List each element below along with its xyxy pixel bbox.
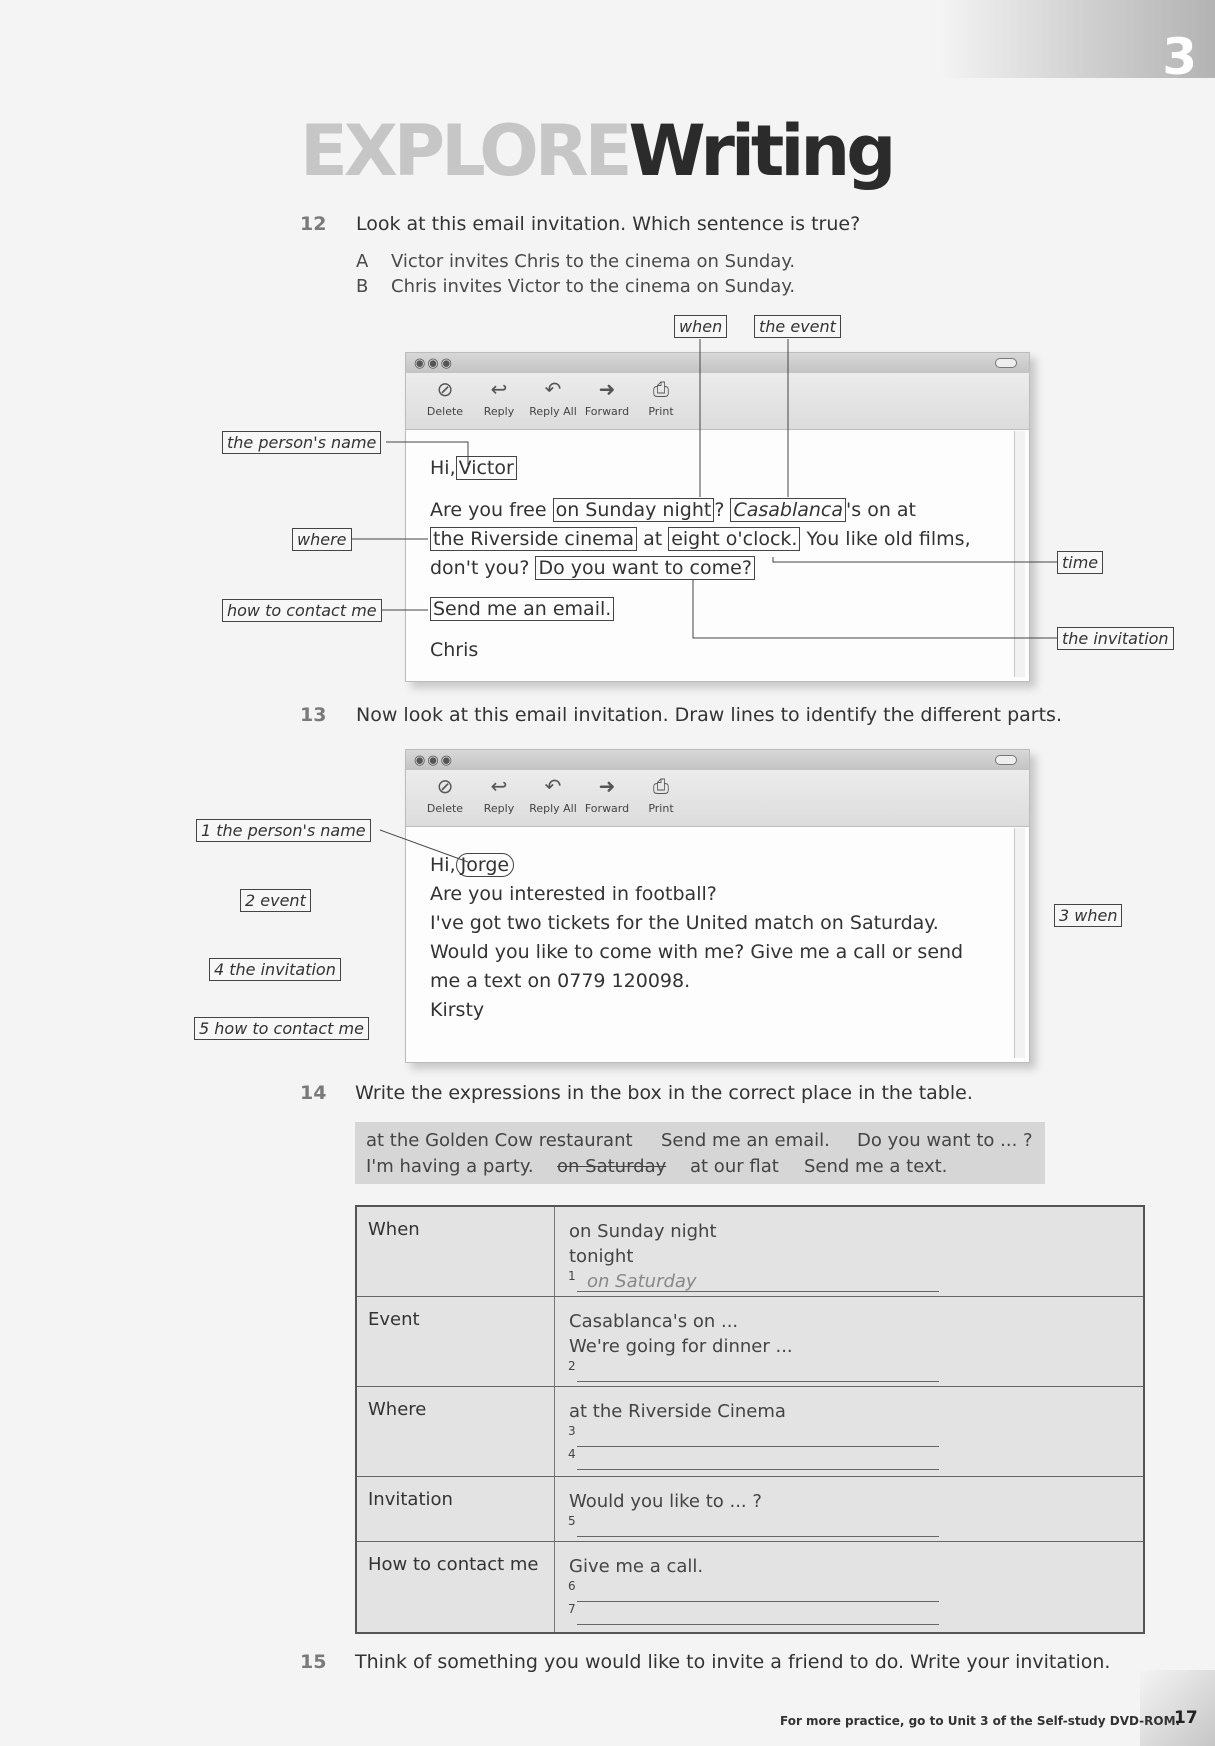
- expressions-table: [355, 1205, 1145, 1634]
- delete-icon: ⊘: [436, 377, 454, 401]
- email-2-line-3: Would you like to come with me? Give me a call or send: [430, 941, 964, 963]
- row-label-contact: How to contact me: [368, 1554, 539, 1575]
- text-at: at: [643, 528, 663, 550]
- label-when: when: [674, 315, 727, 338]
- expr-having-party: I'm having a party.: [366, 1156, 534, 1177]
- label-1-persons-name: 1 the person's name: [196, 819, 371, 842]
- forward-icon: ➜: [598, 377, 616, 401]
- table-row-when: [357, 1207, 1143, 1297]
- expr-at-our-flat: at our flat: [690, 1156, 779, 1177]
- print-label: Print: [648, 802, 674, 815]
- row-cell-where: [569, 1399, 939, 1470]
- q12-option-a-letter: A: [356, 251, 369, 272]
- q15-number: 15: [300, 1651, 327, 1673]
- phrase-time: eight o'clock.: [668, 527, 800, 551]
- delete-label: Delete: [426, 405, 464, 418]
- row-label-event: Event: [368, 1309, 420, 1330]
- forward-icon: ➜: [598, 774, 616, 798]
- q13-question: Now look at this email invitation. Draw lines to identify the different parts.: [356, 704, 1062, 726]
- greeting: Hi,: [430, 457, 456, 479]
- table-row-invitation: [357, 1477, 1143, 1542]
- window-controls-icon[interactable]: ◉◉◉: [414, 356, 455, 371]
- forward-label: Forward: [584, 802, 630, 815]
- label-3-when: 3 when: [1054, 904, 1122, 927]
- column-divider: [554, 1542, 555, 1632]
- delete-label: Delete: [426, 802, 464, 815]
- where-example-1: at the Riverside Cinema: [569, 1401, 786, 1422]
- phrase-contact: Send me an email.: [430, 597, 614, 621]
- label-time: time: [1057, 551, 1103, 574]
- q14-number: 14: [300, 1082, 327, 1104]
- title-writing: Writing: [628, 110, 893, 192]
- column-divider: [554, 1477, 555, 1541]
- window-controls-icon[interactable]: ◉◉◉: [414, 753, 455, 768]
- blank-number: 4: [568, 1447, 576, 1461]
- row-cell-invitation: [569, 1489, 939, 1537]
- event-example-2: We're going for dinner ...: [569, 1336, 793, 1357]
- text-old-films: You like old films,: [806, 528, 971, 550]
- expressions-box: [355, 1122, 1045, 1184]
- q14-question: Write the expressions in the box in the correct place in the table.: [355, 1082, 973, 1104]
- label-5-how-to-contact: 5 how to contact me: [194, 1017, 369, 1040]
- phrase-when: on Sunday night: [553, 498, 715, 522]
- reply-all-label: Reply All: [529, 802, 577, 815]
- greeting: Hi,: [430, 854, 456, 876]
- reply-all-label: Reply All: [529, 405, 577, 418]
- blank-number: 3: [568, 1424, 576, 1438]
- row-label-invitation: Invitation: [368, 1489, 453, 1510]
- column-divider: [554, 1207, 555, 1296]
- answer-blank-4[interactable]: [568, 1447, 939, 1470]
- email-2-line-1: Are you interested in football?: [430, 883, 717, 905]
- email-2-line-2: I've got two tickets for the United match on Saturday.: [430, 912, 939, 934]
- text-question-mark: ?: [714, 499, 725, 521]
- q12-option-a: Victor invites Chris to the cinema on Sunday.: [391, 251, 796, 272]
- label-where: where: [292, 528, 352, 551]
- answer-blank-2[interactable]: [568, 1359, 939, 1382]
- blank-number: 7: [568, 1602, 576, 1616]
- answer-blank-3[interactable]: [568, 1424, 939, 1447]
- row-cell-when: [569, 1219, 939, 1292]
- title-explore: EXPLORE: [300, 110, 629, 192]
- email-2-line-4: me a text on 0779 120098.: [430, 970, 691, 992]
- delete-icon: ⊘: [436, 774, 454, 798]
- answer-1: on Saturday: [587, 1271, 697, 1292]
- footer-practice-note: For more practice, go to Unit 3 of the Self-study DVD-ROM.: [780, 1714, 1181, 1728]
- email-1-signature: Chris: [430, 639, 479, 661]
- answer-blank-5[interactable]: [568, 1514, 939, 1537]
- row-label-where: Where: [368, 1399, 427, 1420]
- answer-blank-1[interactable]: [568, 1269, 939, 1292]
- row-label-when: When: [368, 1219, 420, 1240]
- unit-number: 3: [1162, 28, 1197, 86]
- expr-golden-cow: at the Golden Cow restaurant: [366, 1130, 633, 1151]
- q15-question: Think of something you would like to invite a friend to do. Write your invitation.: [355, 1651, 1111, 1673]
- q12-question: Look at this email invitation. Which sentence is true?: [356, 213, 861, 235]
- expr-send-text: Send me a text.: [804, 1156, 948, 1177]
- recipient-name: Jorge: [456, 853, 514, 877]
- table-row-contact: [357, 1542, 1143, 1632]
- column-divider: [554, 1297, 555, 1386]
- print-label: Print: [648, 405, 674, 418]
- forward-label: Forward: [584, 405, 630, 418]
- blank-number: 2: [568, 1359, 576, 1373]
- q12-option-b-letter: B: [356, 276, 369, 297]
- email-2-signature: Kirsty: [430, 999, 485, 1021]
- text-dont-you: don't you?: [430, 557, 530, 579]
- expr-on-saturday: on Saturday: [557, 1156, 667, 1177]
- reply-icon: ↩: [490, 774, 508, 798]
- q12-option-b: Chris invites Victor to the cinema on Sunday.: [391, 276, 796, 297]
- when-example-1: on Sunday night: [569, 1221, 717, 1242]
- blank-number: 5: [568, 1514, 576, 1528]
- blank-number: 6: [568, 1579, 576, 1593]
- label-4-invitation: 4 the invitation: [209, 958, 341, 981]
- label-how-to-contact: how to contact me: [222, 599, 382, 622]
- answer-blank-7[interactable]: [568, 1602, 939, 1625]
- label-persons-name: the person's name: [222, 431, 381, 454]
- expr-do-you-want: Do you want to ... ?: [857, 1130, 1033, 1151]
- text-are-you-free: Are you free: [430, 499, 547, 521]
- column-divider: [554, 1387, 555, 1476]
- text-s-on-at: 's on at: [846, 499, 916, 521]
- q13-number: 13: [300, 704, 327, 726]
- table-row-where: [357, 1387, 1143, 1477]
- recipient-name: Victor: [456, 456, 517, 480]
- label-the-event: the event: [754, 315, 841, 338]
- contact-example-1: Give me a call.: [569, 1556, 704, 1577]
- phrase-event: Casablanca: [730, 498, 846, 522]
- answer-blank-6[interactable]: [568, 1579, 939, 1602]
- table-row-event: [357, 1297, 1143, 1387]
- page-number: 17: [1174, 1708, 1198, 1728]
- invitation-example-1: Would you like to ... ?: [569, 1491, 762, 1512]
- label-2-event: 2 event: [240, 889, 311, 912]
- phrase-where: the Riverside cinema: [430, 527, 637, 551]
- print-icon: ⎙: [653, 377, 669, 401]
- print-icon: ⎙: [653, 774, 669, 798]
- label-the-invitation: the invitation: [1057, 627, 1174, 650]
- q12-number: 12: [300, 213, 327, 235]
- reply-all-icon: ↶: [544, 377, 562, 401]
- row-cell-contact: [569, 1554, 939, 1625]
- when-example-2: tonight: [569, 1246, 634, 1267]
- row-cell-event: [569, 1309, 939, 1382]
- reply-icon: ↩: [490, 377, 508, 401]
- blank-number: 1: [568, 1269, 576, 1283]
- reply-all-icon: ↶: [544, 774, 562, 798]
- phrase-invitation: Do you want to come?: [535, 556, 754, 580]
- event-example-1: Casablanca's on ...: [569, 1311, 739, 1332]
- reply-label: Reply: [483, 802, 515, 815]
- expr-send-email: Send me an email.: [661, 1130, 830, 1151]
- reply-label: Reply: [483, 405, 515, 418]
